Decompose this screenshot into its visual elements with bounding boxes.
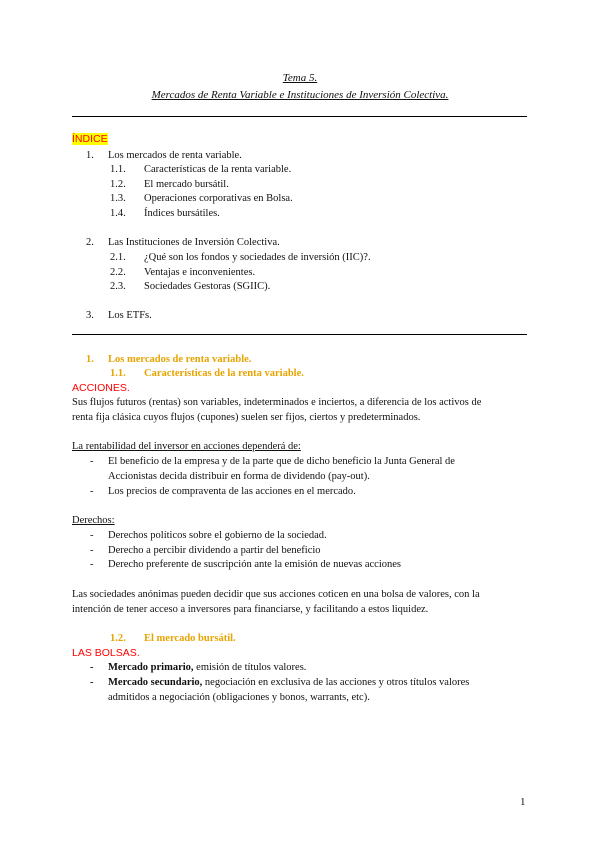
index-subitem: Sociedades Gestoras (SGIIC). [144, 281, 271, 292]
bullet-text: Derechos políticos sobre el gobierno de la sociedad. [108, 530, 327, 541]
index-subnum: 1.1. [110, 164, 126, 175]
term-text: negociación en exclusiva de las acciones y otros títulos valores [202, 677, 470, 688]
bullet-dash: - [90, 677, 94, 688]
index-item: Las Instituciones de Inversión Colectiva. [108, 237, 280, 248]
index-item: Los mercados de renta variable. [108, 150, 242, 161]
index-subitem: Operaciones corporativas en Bolsa. [144, 193, 293, 204]
paragraph-line: Las sociedades anónimas pueden decidir que sus acciones coticen en una bolsa de valores, con la [72, 589, 480, 600]
index-divider [72, 334, 527, 335]
subsection-number: 1.1. [110, 368, 126, 379]
bullet-text: Derecho a percibir dividendo a partir del beneficio [108, 545, 321, 556]
page-number: 1 [520, 796, 526, 808]
index-subitem: Índices bursátiles. [144, 208, 220, 219]
index-subnum: 2.3. [110, 281, 126, 292]
bullet-text: Derecho preferente de suscripción ante la emisión de nuevas acciones [108, 559, 401, 570]
bullet-text: El beneficio de la empresa y de la parte que de dicho beneficio la Junta General de [108, 456, 455, 467]
bullet-text [108, 677, 469, 688]
term-text: emisión de títulos valores. [193, 662, 307, 673]
index-subnum: 2.1. [110, 252, 126, 263]
section-title: Los mercados de renta variable. [108, 354, 252, 365]
index-subitem: Características de la renta variable. [144, 164, 292, 175]
paragraph-line: renta fija clásica cuyos flujos (cupones) suelen ser fijos, ciertos y predeterminados. [72, 412, 421, 423]
bolsas-heading: LAS BOLSAS. [72, 647, 140, 659]
rentabilidad-heading: La rentabilidad del inversor en acciones dependerá de: [72, 441, 301, 452]
term-label: Mercado secundario, [108, 677, 203, 688]
index-subnum: 1.2. [110, 179, 126, 190]
index-num: 3. [86, 310, 94, 321]
index-heading: ÍNDICE [72, 133, 108, 145]
bullet-dash: - [90, 486, 94, 497]
index-subitem: ¿Qué son los fondos y sociedades de inversión (IIC)?. [144, 252, 371, 263]
index-num: 1. [86, 150, 94, 161]
index-subnum: 1.3. [110, 193, 126, 204]
bullet-dash: - [90, 530, 94, 541]
bullet-dash: - [90, 662, 94, 673]
index-subnum: 2.2. [110, 267, 126, 278]
bullet-text [108, 662, 306, 673]
index-subitem: Ventajas e inconvenientes. [144, 267, 256, 278]
subsection-title: El mercado bursátil. [144, 633, 236, 644]
header-divider [72, 116, 527, 117]
bullet-text: admitidos a negociación (obligaciones y bonos, warrants, etc). [108, 692, 370, 703]
subsection-title: Características de la renta variable. [144, 368, 304, 379]
acciones-heading: ACCIONES. [72, 382, 130, 394]
bullet-dash: - [90, 456, 94, 467]
section-number: 1. [86, 354, 94, 365]
document-title: Mercados de Renta Variable e Instituciones de Inversión Colectiva. [151, 89, 449, 101]
paragraph-line: intención de tener acceso a inversores para financiarse, y facilitando a estos liquidez. [72, 604, 429, 615]
index-item: Los ETFs. [108, 310, 152, 321]
index-subitem: El mercado bursátil. [144, 179, 229, 190]
bullet-text: Accionistas decida distribuir en forma de dividendo (pay-out). [108, 471, 370, 482]
term-label: Mercado primario, [108, 662, 194, 673]
paragraph-line: Sus flujos futuros (rentas) son variables, indeterminados e inciertos, a diferencia de los activos de [72, 397, 482, 408]
bullet-text: Los precios de compraventa de las acciones en el mercado. [108, 486, 356, 497]
index-num: 2. [86, 237, 94, 248]
subsection-number: 1.2. [110, 633, 126, 644]
derechos-heading: Derechos: [72, 515, 115, 526]
index-subnum: 1.4. [110, 208, 126, 219]
bullet-dash: - [90, 559, 94, 570]
bullet-dash: - [90, 545, 94, 556]
document-tema: Tema 5. [282, 72, 318, 84]
